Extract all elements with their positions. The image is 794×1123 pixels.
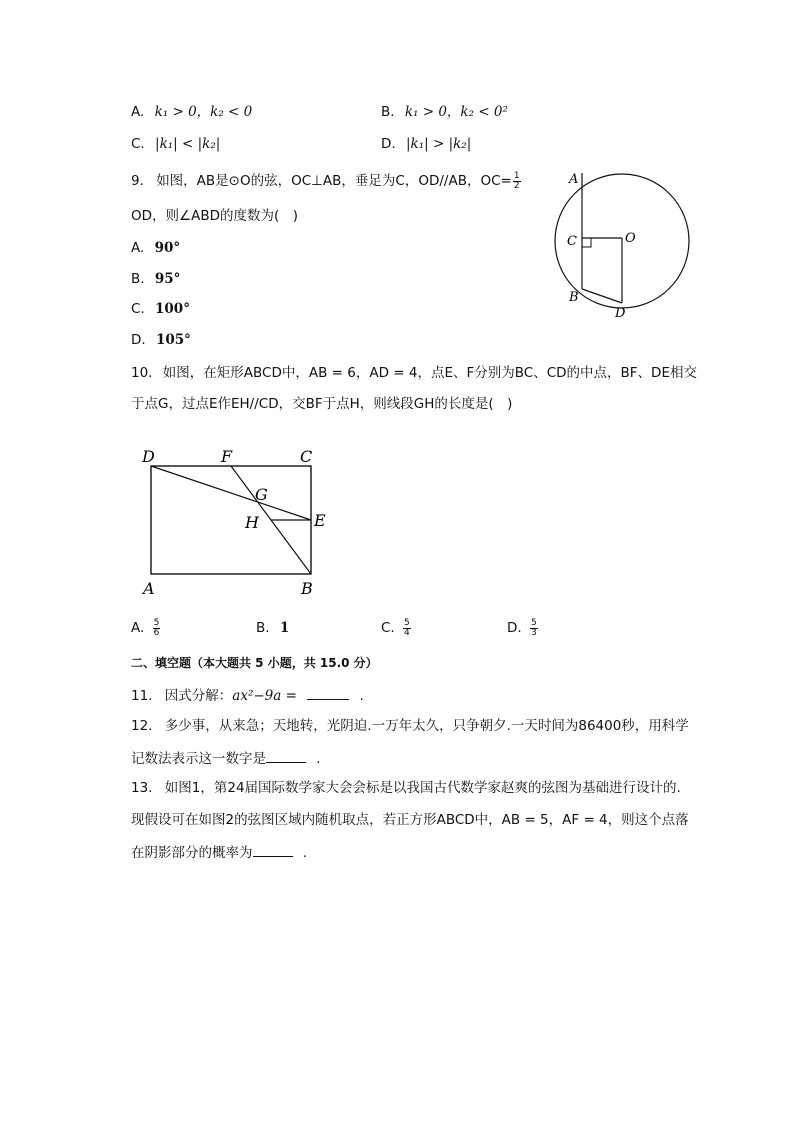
q9-option-c-letter: C. xyxy=(131,301,145,317)
q10-option-b xyxy=(256,618,289,638)
q13-stem-line2: 现假设可在如图2的弦图区域内随机取点，若正方形ABCD中，AB = 5，AF = 4，则这个点落 xyxy=(131,812,689,828)
label-b: B xyxy=(301,579,313,598)
segment-bd xyxy=(582,289,622,303)
q10-option-d-den: 3 xyxy=(530,627,537,638)
label-h: H xyxy=(245,513,259,532)
label-a: A xyxy=(143,579,155,598)
label-c: C xyxy=(567,234,577,249)
q10-option-a-den: 6 xyxy=(153,627,160,638)
q9-option-a-letter: A. xyxy=(131,240,145,256)
q9-option-c-value: 100° xyxy=(155,301,190,317)
label-e: E xyxy=(314,511,326,530)
q10-option-d-num: 5 xyxy=(530,617,537,628)
q10-option-a-num: 5 xyxy=(153,617,160,628)
label-o: O xyxy=(625,231,636,246)
q9-number: 9. xyxy=(131,173,144,189)
q10-option-d xyxy=(507,618,539,638)
label-b: B xyxy=(569,290,579,305)
q9-stem-line1: 如图，AB是⊙O的弦，OC⊥AB，垂足为C，OD//AB，OC= xyxy=(156,173,512,189)
q9-option-a xyxy=(131,238,180,258)
q12-line2 xyxy=(131,748,321,769)
q10-option-d-fraction xyxy=(530,619,538,638)
q9-option-d-value: 105° xyxy=(155,332,191,348)
q9-option-d xyxy=(131,330,191,350)
q13-line1 xyxy=(131,778,681,798)
q11-number: 11. xyxy=(131,688,153,704)
q8-option-a-letter: A. xyxy=(131,104,145,120)
label-c: C xyxy=(300,447,313,466)
q8-option-a xyxy=(131,102,252,122)
q13-stem-line1: 如图1，第24届国际数学家大会会标是以我国古代数学家赵爽的弦图为基础进行设计的. xyxy=(164,780,681,796)
q10-option-a-letter: A. xyxy=(131,620,145,636)
q8-option-d-text: |k₁| > |k₂| xyxy=(405,136,472,152)
q8-option-b-text: k₁ > 0，k₂ < 0² xyxy=(404,104,508,120)
q9-fraction-num: 1 xyxy=(513,170,520,181)
q11-suffix: . xyxy=(359,688,364,704)
q10-rectangle-figure xyxy=(135,442,335,602)
q12-stem-line1: 多少事，从来急；天地转，光阴迫.一万年太久，只争朝夕.一天时间为86400秒，用科学 xyxy=(164,718,689,734)
q9-option-b-letter: B. xyxy=(131,271,145,287)
right-angle-mark xyxy=(582,238,591,247)
q13-stem-line3: 在阴影部分的概率为 xyxy=(131,845,253,861)
q8-option-a-text: k₁ > 0，k₂ < 0 xyxy=(154,104,253,120)
q9-circle-figure xyxy=(550,165,700,325)
label-d: D xyxy=(142,447,155,466)
q8-option-d-letter: D. xyxy=(381,136,396,152)
q10-option-b-value: 1 xyxy=(279,620,290,636)
label-f: F xyxy=(221,447,233,466)
q10-option-a-fraction xyxy=(153,619,161,638)
q10-option-c-fraction xyxy=(403,619,411,638)
q9-option-d-letter: D. xyxy=(131,332,146,348)
q9-fraction-den: 2 xyxy=(513,180,520,191)
q8-option-c xyxy=(131,134,220,154)
q10-option-c-den: 4 xyxy=(404,627,410,638)
q9-fraction xyxy=(513,172,521,191)
q11-line xyxy=(131,685,364,706)
q12-answer-blank xyxy=(266,748,306,763)
q11-prefix: 因式分解： xyxy=(164,688,233,704)
q12-line1 xyxy=(131,716,689,736)
q8-option-c-text: |k₁| < |k₂| xyxy=(155,136,221,152)
label-g: G xyxy=(255,485,268,504)
q12-suffix: . xyxy=(316,751,321,767)
label-d: D xyxy=(615,306,626,321)
section-title: 二、填空题（本大题共 5 小题，共 15.0 分） xyxy=(131,656,378,670)
q8-option-c-letter: C. xyxy=(131,136,145,152)
q10-option-c xyxy=(381,618,412,638)
q13-suffix: . xyxy=(302,845,308,861)
q8-option-d xyxy=(381,134,471,154)
q13-answer-blank xyxy=(253,842,293,857)
q10-stem-line2: 于点G，过点E作EH//CD，交BF于点H，则线段GH的长度是( ) xyxy=(131,396,513,412)
q11-answer-blank xyxy=(307,685,349,700)
q10-option-d-letter: D. xyxy=(507,620,522,636)
q12-number: 12. xyxy=(131,718,153,734)
q9-option-a-value: 90° xyxy=(154,240,181,256)
q9-line1 xyxy=(131,171,522,191)
q9-option-b xyxy=(131,269,180,289)
q13-line3 xyxy=(131,842,307,863)
q9-option-b-value: 95° xyxy=(154,271,181,287)
q10-number: 10. xyxy=(131,365,153,381)
q8-option-b xyxy=(381,102,508,122)
q9-stem-line2: OD，则∠ABD的度数为( ) xyxy=(131,208,299,224)
q10-stem-line1: 如图，在矩形ABCD中，AB = 6，AD = 4，点E、F分别为BC、CD的中点，BF、DE相交 xyxy=(162,365,697,381)
q10-line1 xyxy=(131,363,697,383)
q12-stem-line2: 记数法表示这一数字是 xyxy=(131,751,266,767)
q10-option-a xyxy=(131,618,161,638)
q13-number: 13. xyxy=(131,780,153,796)
segment-de xyxy=(151,466,311,520)
q10-option-c-num: 5 xyxy=(404,617,410,628)
label-a: A xyxy=(569,172,579,187)
q9-option-c xyxy=(131,299,190,319)
q10-option-c-letter: C. xyxy=(381,620,395,636)
q10-option-b-letter: B. xyxy=(256,620,270,636)
q11-expression: ax²−9a = xyxy=(232,688,297,704)
q8-option-b-letter: B. xyxy=(381,104,395,120)
